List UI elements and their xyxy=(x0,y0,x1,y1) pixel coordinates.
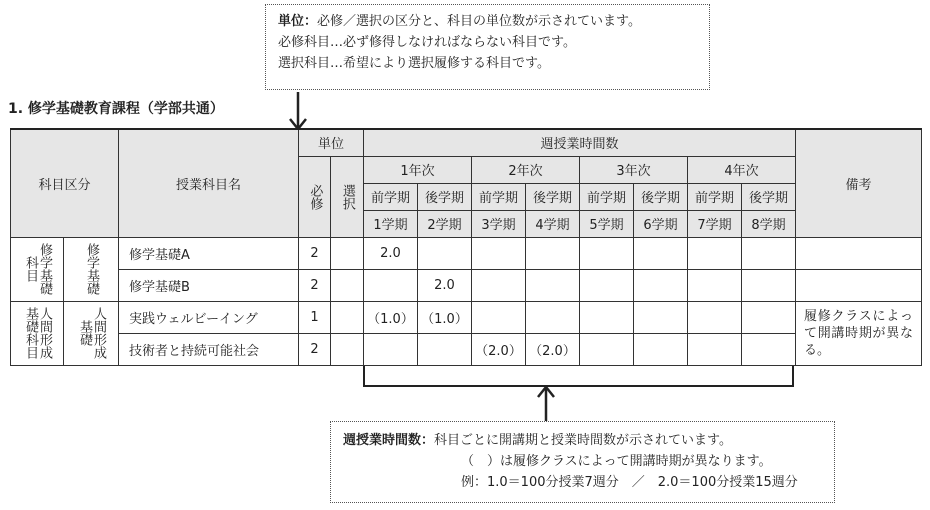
subcategory-cell: 修学基礎 xyxy=(64,237,119,301)
remarks-header: 備考 xyxy=(796,129,922,237)
year-3-header: 3年次 xyxy=(580,156,688,183)
credits-callout-line2: 必修科目…必ず修得しなければならない科目です。 xyxy=(278,35,576,50)
hours-cell xyxy=(580,237,634,269)
hours-cell xyxy=(580,333,634,365)
hours-cell xyxy=(364,269,418,301)
section-title: 1. 修学基礎教育課程（学部共通） xyxy=(8,101,224,117)
weekly-hours-callout xyxy=(330,421,835,503)
hours-cell xyxy=(742,333,796,365)
hours-cell xyxy=(526,301,580,333)
elective-credits xyxy=(331,237,364,269)
hours-cell: 2.0 xyxy=(364,237,418,269)
hours-cell xyxy=(526,269,580,301)
subject-name: 修学基礎A xyxy=(119,237,299,269)
required-credits: 2 xyxy=(299,237,331,269)
credits-callout-label: 単位： xyxy=(278,14,318,29)
term-header: 後学期 xyxy=(742,183,796,210)
hours-cell xyxy=(580,269,634,301)
category-cell: 人間形成基礎科目 xyxy=(11,301,64,365)
hours-cell xyxy=(472,301,526,333)
required-header: 必修 xyxy=(299,156,331,237)
term-header: 後学期 xyxy=(418,183,472,210)
period-header: 1学期 xyxy=(364,210,418,237)
hours-cell xyxy=(364,333,418,365)
subject-name: 技術者と持続可能社会 xyxy=(119,333,299,365)
credits-callout xyxy=(265,4,710,90)
arrow-down-icon xyxy=(288,92,308,132)
table-row xyxy=(11,301,922,333)
hours-cell xyxy=(634,269,688,301)
period-header: 2学期 xyxy=(418,210,472,237)
hours-cell xyxy=(526,237,580,269)
term-header: 前学期 xyxy=(364,183,418,210)
weekly-hours-callout-line2: （ ）は履修クラスによって開講時期が異なります。 xyxy=(461,454,772,469)
elective-credits xyxy=(331,301,364,333)
hours-cell: （2.0） xyxy=(526,333,580,365)
remarks-cell xyxy=(796,237,922,269)
credits-header: 単位 xyxy=(299,129,364,156)
term-header: 後学期 xyxy=(526,183,580,210)
period-header: 3学期 xyxy=(472,210,526,237)
hours-cell xyxy=(742,237,796,269)
table-row xyxy=(11,269,922,301)
hours-cell xyxy=(472,237,526,269)
year-2-header: 2年次 xyxy=(472,156,580,183)
period-header: 5学期 xyxy=(580,210,634,237)
term-header: 前学期 xyxy=(580,183,634,210)
table-row xyxy=(11,237,922,269)
hours-cell xyxy=(418,237,472,269)
hours-cell xyxy=(688,237,742,269)
hours-cell: （1.0） xyxy=(364,301,418,333)
required-credits: 2 xyxy=(299,269,331,301)
term-header: 後学期 xyxy=(634,183,688,210)
credits-callout-line3: 選択科目…希望により選択履修する科目です。 xyxy=(278,56,550,71)
term-header: 前学期 xyxy=(688,183,742,210)
remarks-cell: 履修クラスによって開講時期が異なる。 xyxy=(796,301,922,365)
hours-cell xyxy=(688,333,742,365)
required-credits: 2 xyxy=(299,333,331,365)
credits-callout-line1: 必修／選択の区分と、科目の単位数が示されています。 xyxy=(317,14,641,29)
category-cell: 修学基礎科目 xyxy=(11,237,64,301)
year-4-header: 4年次 xyxy=(688,156,796,183)
hours-cell xyxy=(742,301,796,333)
weekly-hours-callout-line3: 例：1.0＝100分授業7週分 ／ 2.0＝100分授業15週分 xyxy=(461,475,798,490)
hours-cell xyxy=(634,301,688,333)
period-header: 4学期 xyxy=(526,210,580,237)
curriculum-table xyxy=(10,128,922,366)
period-header: 6学期 xyxy=(634,210,688,237)
elective-credits xyxy=(331,333,364,365)
elective-header: 選択 xyxy=(331,156,364,237)
hours-cell: （1.0） xyxy=(418,301,472,333)
hours-cell xyxy=(472,269,526,301)
weekly-hours-callout-line1: 科目ごとに開講期と授業時間数が示されています。 xyxy=(434,433,732,448)
category-header: 科目区分 xyxy=(11,129,119,237)
required-credits: 1 xyxy=(299,301,331,333)
hours-cell: 2.0 xyxy=(418,269,472,301)
remarks-cell xyxy=(796,269,922,301)
arrow-up-icon xyxy=(536,385,556,421)
hours-cell xyxy=(418,333,472,365)
subject-header: 授業科目名 xyxy=(119,129,299,237)
weekly-hours-header: 週授業時間数 xyxy=(364,129,796,156)
subject-name: 実践ウェルビーイング xyxy=(119,301,299,333)
year-1-header: 1年次 xyxy=(364,156,472,183)
term-header: 前学期 xyxy=(472,183,526,210)
subject-name: 修学基礎B xyxy=(119,269,299,301)
period-header: 7学期 xyxy=(688,210,742,237)
bracket-shape xyxy=(363,366,794,388)
hours-cell xyxy=(634,237,688,269)
hours-cell xyxy=(634,333,688,365)
elective-credits xyxy=(331,269,364,301)
hours-cell xyxy=(688,301,742,333)
hours-cell xyxy=(742,269,796,301)
period-header: 8学期 xyxy=(742,210,796,237)
weekly-hours-callout-label: 週授業時間数： xyxy=(343,433,435,448)
subcategory-cell: 人間形成基礎 xyxy=(64,301,119,365)
hours-cell xyxy=(580,301,634,333)
hours-cell: （2.0） xyxy=(472,333,526,365)
hours-cell xyxy=(688,269,742,301)
table-row xyxy=(11,333,922,365)
